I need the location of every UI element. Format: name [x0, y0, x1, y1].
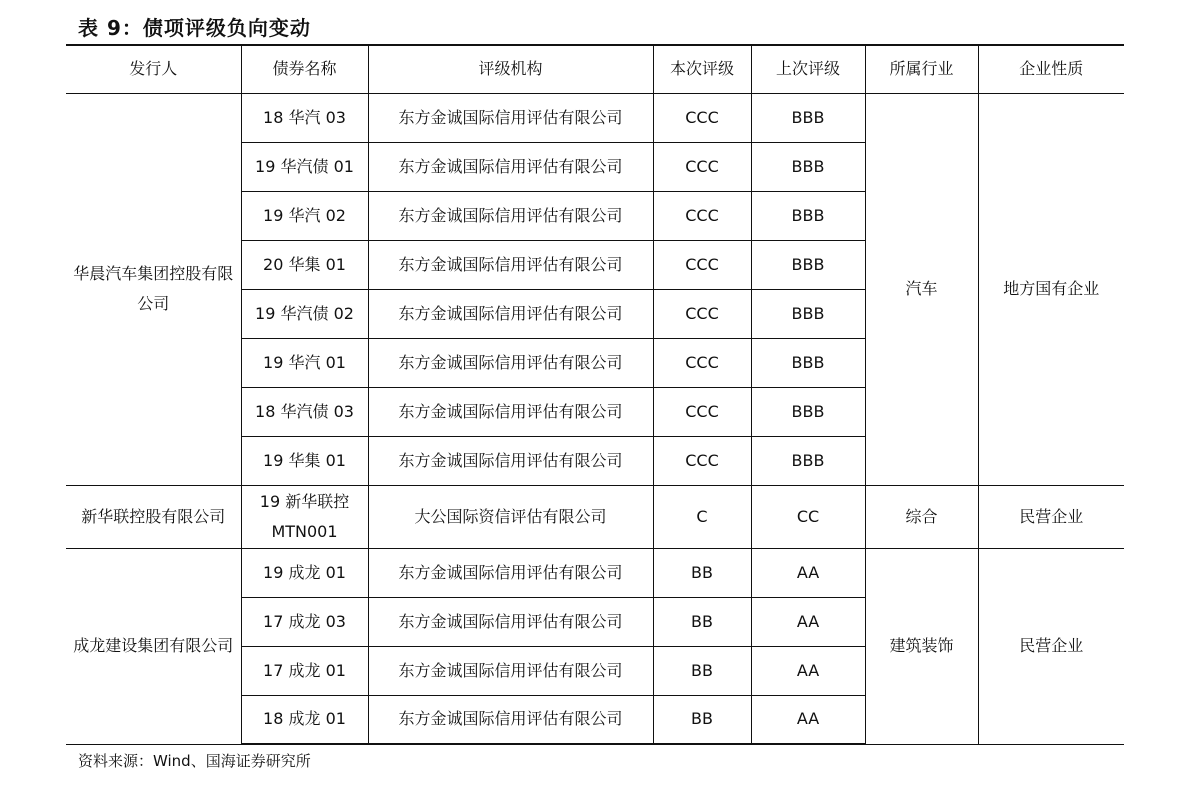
rating-agency-cell: 东方金诚国际信用评估有限公司 [368, 597, 653, 646]
current-rating-cell: CCC [653, 240, 751, 289]
header-issuer: 发行人 [66, 45, 241, 93]
bond-name-cell: 18 成龙 01 [241, 695, 368, 744]
current-rating-cell: CCC [653, 289, 751, 338]
current-rating-cell: BB [653, 548, 751, 597]
bond-name-cell: 19 华汽债 01 [241, 142, 368, 191]
rating-agency-cell: 东方金诚国际信用评估有限公司 [368, 338, 653, 387]
enterprise-nature-cell: 民营企业 [978, 485, 1124, 548]
bond-name-cell: 18 华汽 03 [241, 93, 368, 142]
current-rating-cell: CCC [653, 93, 751, 142]
rating-agency-cell: 东方金诚国际信用评估有限公司 [368, 191, 653, 240]
previous-rating-cell: AA [751, 597, 865, 646]
rating-agency-cell: 东方金诚国际信用评估有限公司 [368, 548, 653, 597]
table-row [66, 548, 1124, 597]
bond-name-cell: 19 华汽 02 [241, 191, 368, 240]
industry-cell: 汽车 [865, 93, 978, 485]
header-industry: 所属行业 [865, 45, 978, 93]
current-rating-cell: CCC [653, 142, 751, 191]
industry-cell: 建筑装饰 [865, 548, 978, 744]
issuer-cell: 成龙建设集团有限公司 [66, 548, 241, 744]
current-rating-cell: CCC [653, 191, 751, 240]
current-rating-cell: BB [653, 695, 751, 744]
enterprise-nature-cell: 地方国有企业 [978, 93, 1124, 485]
bond-name-cell: 20 华集 01 [241, 240, 368, 289]
bond-name-cell: 17 成龙 03 [241, 597, 368, 646]
table-body [66, 93, 1124, 744]
rating-agency-cell: 东方金诚国际信用评估有限公司 [368, 240, 653, 289]
rating-agency-cell: 东方金诚国际信用评估有限公司 [368, 646, 653, 695]
current-rating-cell: C [653, 485, 751, 548]
table-title: 表 9：债项评级负向变动 [78, 16, 311, 40]
previous-rating-cell: BBB [751, 240, 865, 289]
rating-agency-cell: 东方金诚国际信用评估有限公司 [368, 142, 653, 191]
header-previous-rating: 上次评级 [751, 45, 865, 93]
previous-rating-cell: BBB [751, 436, 865, 485]
issuer-cell: 新华联控股有限公司 [66, 485, 241, 548]
previous-rating-cell: BBB [751, 93, 865, 142]
bond-name-cell: 19 成龙 01 [241, 548, 368, 597]
previous-rating-cell: AA [751, 646, 865, 695]
rating-agency-cell: 大公国际资信评估有限公司 [368, 485, 653, 548]
bond-name-cell: 18 华汽债 03 [241, 387, 368, 436]
previous-rating-cell: BBB [751, 142, 865, 191]
bond-name-cell: 19 新华联控 MTN001 [241, 485, 368, 548]
table-row [66, 485, 1124, 548]
current-rating-cell: CCC [653, 436, 751, 485]
current-rating-cell: CCC [653, 387, 751, 436]
enterprise-nature-cell: 民营企业 [978, 548, 1124, 744]
header-row [66, 45, 1124, 93]
previous-rating-cell: BBB [751, 387, 865, 436]
rating-agency-cell: 东方金诚国际信用评估有限公司 [368, 289, 653, 338]
rating-change-table [66, 44, 1124, 745]
previous-rating-cell: AA [751, 548, 865, 597]
industry-cell: 综合 [865, 485, 978, 548]
previous-rating-cell: CC [751, 485, 865, 548]
current-rating-cell: CCC [653, 338, 751, 387]
header-current-rating: 本次评级 [653, 45, 751, 93]
table-row [66, 93, 1124, 142]
rating-agency-cell: 东方金诚国际信用评估有限公司 [368, 436, 653, 485]
rating-agency-cell: 东方金诚国际信用评估有限公司 [368, 93, 653, 142]
header-rating-agency: 评级机构 [368, 45, 653, 93]
issuer-cell: 华晨汽车集团控股有限公司 [66, 93, 241, 485]
header-bond-name: 债券名称 [241, 45, 368, 93]
current-rating-cell: BB [653, 646, 751, 695]
previous-rating-cell: BBB [751, 191, 865, 240]
previous-rating-cell: AA [751, 695, 865, 744]
current-rating-cell: BB [653, 597, 751, 646]
source-note: 资料来源：Wind、国海证券研究所 [78, 752, 311, 770]
previous-rating-cell: BBB [751, 289, 865, 338]
bond-name-cell: 19 华汽 01 [241, 338, 368, 387]
bond-name-cell: 17 成龙 01 [241, 646, 368, 695]
rating-agency-cell: 东方金诚国际信用评估有限公司 [368, 695, 653, 744]
bond-name-cell: 19 华集 01 [241, 436, 368, 485]
rating-agency-cell: 东方金诚国际信用评估有限公司 [368, 387, 653, 436]
previous-rating-cell: BBB [751, 338, 865, 387]
header-enterprise-nature: 企业性质 [978, 45, 1124, 93]
bond-name-cell: 19 华汽债 02 [241, 289, 368, 338]
